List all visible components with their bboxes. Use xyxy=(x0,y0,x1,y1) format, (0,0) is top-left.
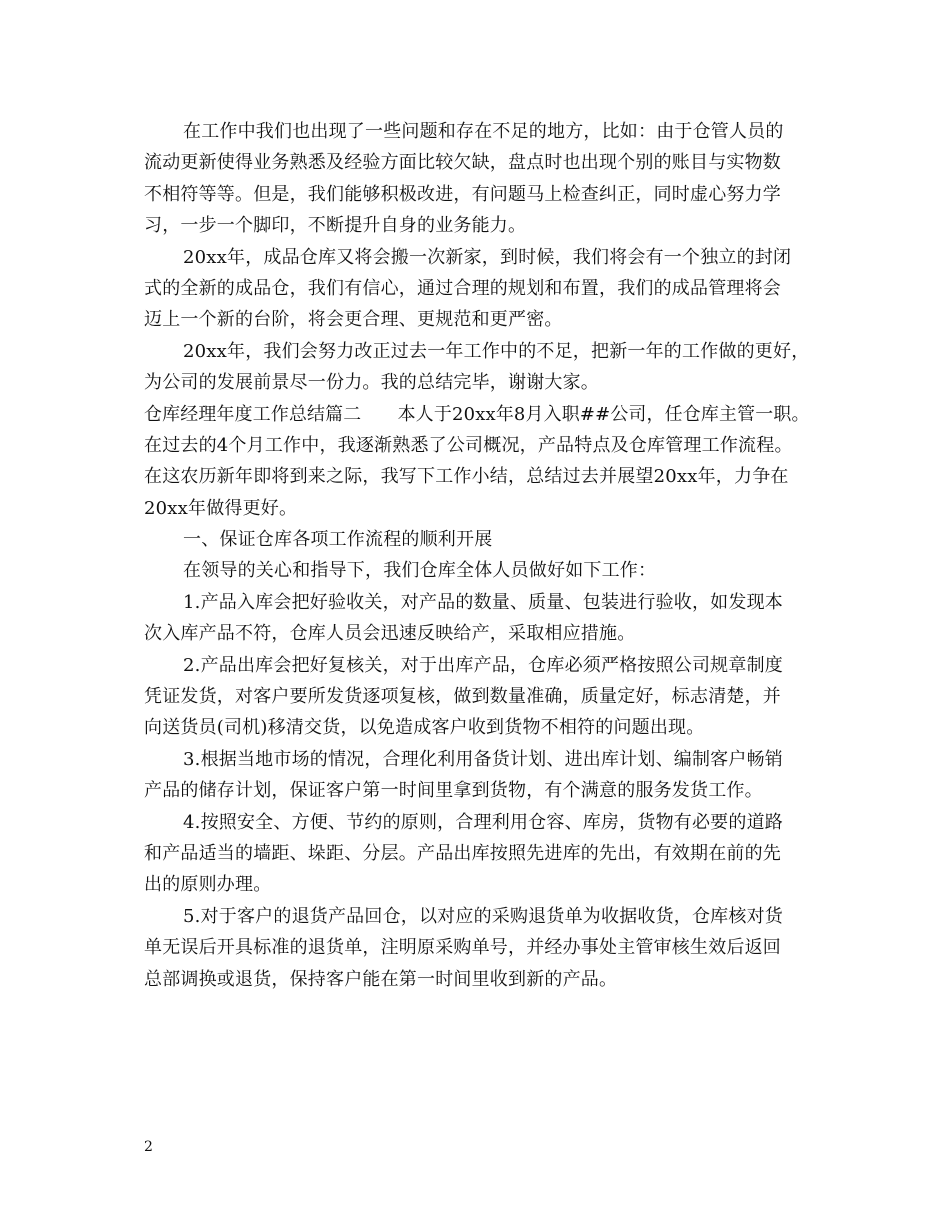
text-line: 式的全新的成品仓，我们有信心，通过合理的规划和布置，我们的成品管理将会 xyxy=(144,277,781,299)
text-line: 为公司的发展前景尽一份力。我的总结完毕，谢谢大家。 xyxy=(144,372,599,394)
text-line: 总部调换或退货，保持客户能在第一时间里收到新的产品。 xyxy=(144,968,618,990)
text-line: 和产品适当的墙距、垛距、分层。产品出库按照先进库的先出，有效期在前的先 xyxy=(144,842,781,864)
text-line: 凭证发货，对客户要所发货逐项复核，做到数量准确，质量定好，标志清楚，并 xyxy=(144,686,781,708)
section-heading-line: 仓库经理年度工作总结篇二 本人于20xx年8月入职##公司，任仓库主管一职。 xyxy=(144,403,810,425)
list-item-line: 2.产品出库会把好复核关，对于出库产品，仓库必须严格按照公司规章制度 xyxy=(183,654,783,676)
document-body xyxy=(144,116,810,995)
text-line: 在这农历新年即将到来之际，我写下工作小结，总结过去并展望20xx年，力争在 xyxy=(144,466,789,488)
text-line: 单无误后开具标准的退货单，注明原采购单号，并经办事处主管审核生效后返回 xyxy=(144,937,781,959)
list-item-line: 5.对于客户的退货产品回仓，以对应的采购退货单为收据收货，仓库核对货 xyxy=(183,905,783,927)
text-line: 在过去的4个月工作中，我逐渐熟悉了公司概况，产品特点及仓库管理工作流程。 xyxy=(144,434,793,456)
text-line: 流动更新使得业务熟悉及经验方面比较欠缺，盘点时也出现个别的账目与实物数 xyxy=(144,152,781,174)
text-line: 20xx年做得更好。 xyxy=(144,497,298,519)
list-item-line: 4.按照安全、方便、节约的原则，合理利用仓容、库房，货物有必要的道路 xyxy=(183,811,783,833)
text-line: 在工作中我们也出现了一些问题和存在不足的地方，比如：由于仓管人员的 xyxy=(183,121,784,142)
text-line: 产品的储存计划，保证客户第一时间里拿到货物，有个满意的服务发货工作。 xyxy=(144,780,763,802)
text-line: 次入库产品不符，仓库人员会迅速反映给产，采取相应措施。 xyxy=(144,623,636,645)
text-line: 向送货员(司机)移清交货，以免造成客户收到货物不相符的问题出现。 xyxy=(144,717,705,739)
text-line: 习，一步一个脚印，不断提升自身的业务能力。 xyxy=(144,215,527,237)
list-item-line: 3.根据当地市场的情况，合理化利用备货计划、进出库计划、编制客户畅销 xyxy=(183,748,783,770)
text-line: 迈上一个新的台阶，将会更合理、更规范和更严密。 xyxy=(144,309,563,331)
text-line: 20xx年，成品仓库又将会搬一次新家，到时候，我们将会有一个独立的封闭 xyxy=(183,246,792,268)
page-number: 2 xyxy=(144,1139,153,1155)
text-line: 20xx年，我们会努力改正过去一年工作中的不足，把新一年的工作做的更好， xyxy=(183,340,810,362)
text-line: 不相符等等。但是，我们能够积极改进，有问题马上检查纠正，同时虚心努力学 xyxy=(144,183,781,205)
text-line: 出的原则办理。 xyxy=(144,874,272,896)
list-item-line: 1.产品入库会把好验收关，对产品的数量、质量、包装进行验收，如发现本 xyxy=(183,591,783,613)
subheading-line: 一、保证仓库各项工作流程的顺利开展 xyxy=(183,529,493,551)
text-line: 在领导的关心和指导下，我们仓库全体人员做好如下工作： xyxy=(183,560,657,582)
